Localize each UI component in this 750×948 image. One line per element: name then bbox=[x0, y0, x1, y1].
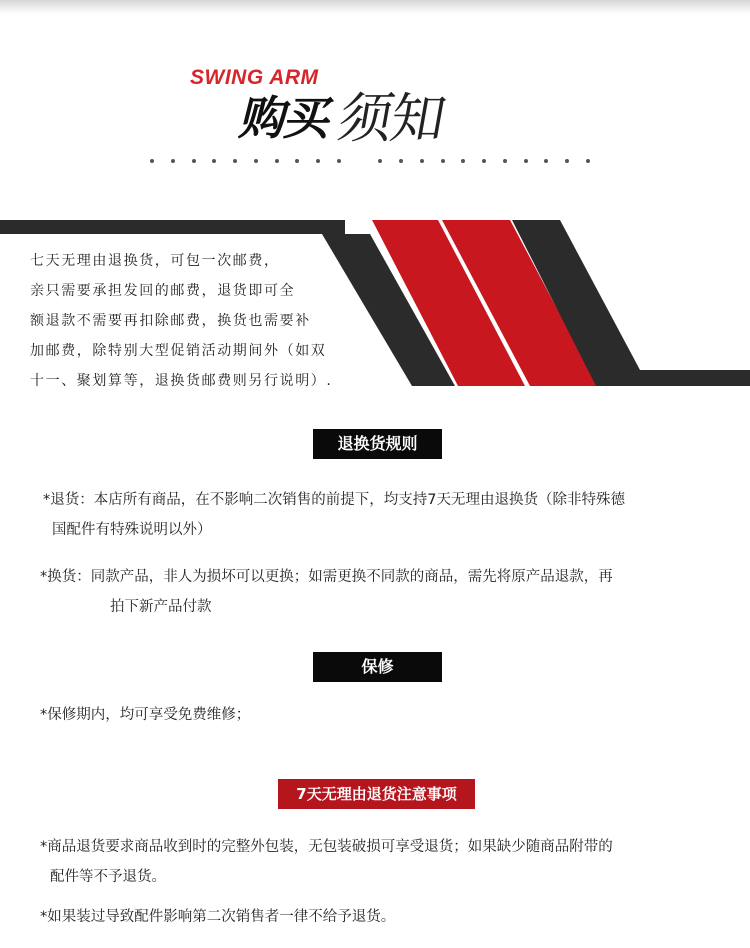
exchange-line: *换货：同款产品，非人为损坏可以更换；如需更换不同款的商品，需先将原产品退款，再 bbox=[40, 569, 613, 585]
intro-line: 加邮费，除特别大型促销活动期间外（如双 bbox=[30, 343, 327, 359]
return-line: 国配件有特殊说明以外） bbox=[52, 522, 212, 538]
return-line: *退货：本店所有商品，在不影响二次销售的前提下，均支持7天无理由退换货（除非特殊德 bbox=[43, 492, 625, 508]
notice-heading: 7天无理由退货注意事项 bbox=[278, 779, 475, 809]
exchange-line: 拍下新产品付款 bbox=[110, 599, 212, 615]
notice-item-2 bbox=[40, 902, 745, 932]
notice-line: *商品退货要求商品收到时的完整外包装，无包装破损可享受退货；如果缺少随商品附带的 bbox=[40, 839, 613, 855]
warranty-text bbox=[40, 700, 740, 730]
intro-line: 亲只需要承担发回的邮费，退货即可全 bbox=[30, 283, 296, 299]
returns-heading: 退换货规则 bbox=[313, 429, 442, 459]
warranty-heading: 保修 bbox=[313, 652, 442, 682]
dotted-divider bbox=[150, 155, 590, 167]
intro-line: 额退款不需要再扣除邮费，换货也需要补 bbox=[30, 313, 311, 329]
return-policy-text bbox=[43, 485, 743, 545]
intro-line: 十一、聚划算等，退换货邮费则另行说明）. bbox=[30, 373, 333, 389]
intro-line: 七天无理由退换货，可包一次邮费， bbox=[30, 253, 280, 269]
dark-top-band bbox=[0, 220, 345, 234]
exchange-policy-text bbox=[40, 562, 740, 622]
warranty-line: *保修期内，均可享受免费维修； bbox=[40, 707, 251, 723]
notice-item-1 bbox=[40, 832, 745, 892]
page-title-bold: 购买 bbox=[238, 91, 326, 145]
brand-logo-text: SWING ARM bbox=[190, 66, 319, 89]
notice-line: *如果装过导致配件影响第二次销售者一律不给予退货。 bbox=[40, 909, 396, 925]
page-title-light: 须知 bbox=[333, 87, 449, 150]
top-shadow bbox=[0, 0, 750, 14]
intro-text bbox=[30, 246, 380, 396]
notice-line: 配件等不予退货。 bbox=[50, 869, 166, 885]
